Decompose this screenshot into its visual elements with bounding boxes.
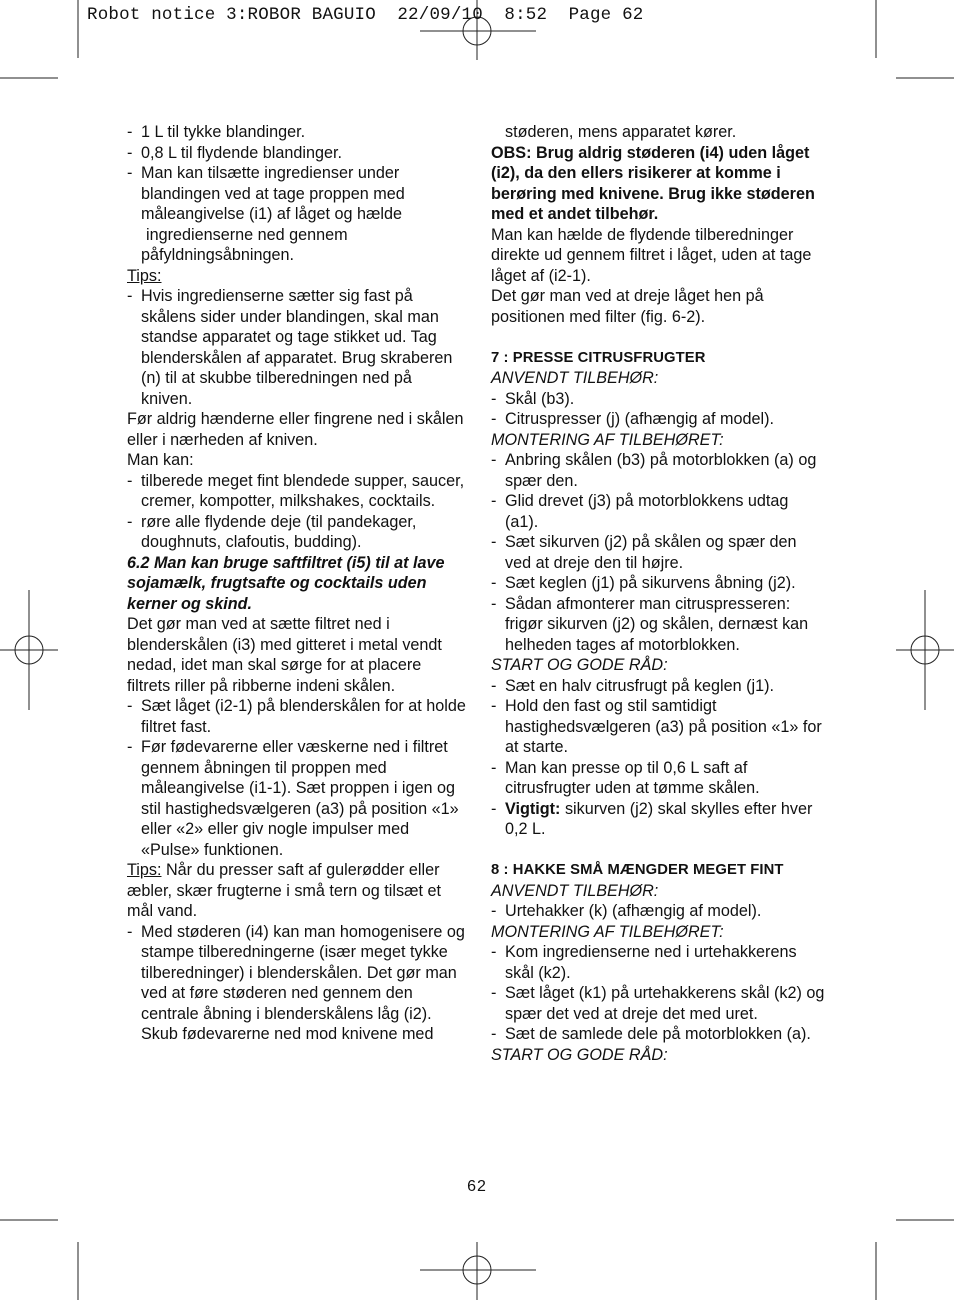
list-item: - tilberede meget fint blendede supper, saucer, cremer, kompotter, milkshakes, cocktails. bbox=[127, 471, 467, 512]
important-label: Vigtigt: bbox=[505, 799, 561, 818]
right-column bbox=[491, 122, 826, 1065]
list-item: - Anbring skålen (b3) på motorblokken (a) og spær den. bbox=[491, 450, 826, 491]
paragraph: Man kan: bbox=[127, 451, 194, 469]
tips-text: Når du presser saft af gulerødder eller æbler, skær frugterne i små tern og tilsæt et mål vand. bbox=[127, 861, 441, 920]
list-item bbox=[491, 799, 826, 840]
paragraph: Før aldrig hænderne eller fingrene ned i skålen eller i nærheden af kniven. bbox=[127, 410, 464, 449]
list-item-text: Man kan tilsætte ingredienser under blandingen ved at tage proppen med måleangivelse (i1) af låget og hælde bbox=[141, 164, 405, 223]
list-item: - Sæt keglen (j1) på sikurvens åbning (j2). bbox=[491, 573, 826, 594]
list-item: - 1 L til tykke blandinger. bbox=[127, 122, 467, 143]
tips-heading: Tips: bbox=[127, 266, 162, 285]
subheading: START OG GODE RÅD: bbox=[491, 656, 668, 674]
list-item: - Hvis ingredienserne sætter sig fast på skålens sider under blandingen, skal man standse apparatet og tage stikket ud. Tag blenderskålen af apparatet. Brug skraberen (n) til at skubbe tilberedningen ned på kniven. bbox=[127, 286, 467, 409]
list-item: - Glid drevet (j3) på motorblokkens udtag (a1). bbox=[491, 491, 826, 532]
list-item: - Skål (b3). bbox=[491, 389, 826, 410]
list-item-text: ingredienserne ned gennem påfyldningsåbningen. bbox=[141, 225, 348, 264]
list-item: - Sæt låget (i2-1) på blenderskålen for at holde filtret fast. bbox=[127, 696, 467, 737]
page-number: 62 bbox=[467, 1178, 487, 1195]
list-item-text: sikurven (j2) skal skylles efter hver 0,2 L. bbox=[505, 799, 813, 838]
list-item: - Med støderen (i4) kan man homogenisere og stampe tilberedningerne (især meget tykke tilberedninger) i blenderskålen. Det gør man ved at føre støderen ned gennem den centrale åbning i blenderskålens låg (i2). Skub fødevarerne ned mod knivene med bbox=[127, 922, 467, 1045]
paragraph: Man kan hælde de flydende tilberedninger direkte ud gennem filtret i låget, uden at tage låget af (i2-1). bbox=[491, 225, 812, 285]
subheading: START OG GODE RÅD: bbox=[491, 1045, 668, 1064]
paragraph: Det gør man ved at dreje låget hen på positionen med filter (fig. 6-2). bbox=[491, 287, 764, 326]
list-item: - Sæt sikurven (j2) på skålen og spær den ved at dreje den til højre. bbox=[491, 532, 826, 573]
tips-paragraph bbox=[127, 860, 467, 922]
section-heading-6-2: 6.2 Man kan bruge saftfiltret (i5) til at lave sojamælk, frugtsafte og cocktails uden kerner og skind. bbox=[127, 553, 445, 613]
subheading: ANVENDT TILBEHØR: bbox=[491, 369, 659, 387]
list-item: - Hold den fast og stil samtidigt hastighedsvælgeren (a3) på position «1» for at starte. bbox=[491, 696, 826, 758]
section-heading-8: 8 : HAKKE SMÅ MÆNGDER MEGET FINT bbox=[491, 862, 784, 878]
list-item: - 0,8 L til flydende blandinger. bbox=[127, 143, 467, 164]
paragraph: Det gør man ved at sætte filtret ned i blenderskålen (i3) med gitteret i metal vendt nedad, idet man skal sørge for at placere filtrets riller på ribberne indeni skålen. bbox=[127, 615, 442, 695]
left-column bbox=[127, 122, 467, 1045]
list-item: - Man kan presse op til 0,6 L saft af citrusfrugter uden at tømme skålen. bbox=[491, 758, 826, 799]
tips-label: Tips: bbox=[127, 861, 162, 879]
subheading: MONTERING AF TILBEHØRET: bbox=[491, 922, 724, 941]
list-item: - Før fødevarerne eller væskerne ned i filtret gennem åbningen til proppen med måleangivelse (i1-1). Sæt proppen i igen og stil hastighedsvælgeren (a3) på position «1» eller «2» eller giv nogle impulser med «Pulse» funktionen. bbox=[127, 737, 467, 860]
list-item: - Urtehakker (k) (afhængig af model). bbox=[491, 901, 826, 922]
list-item: - Citruspresser (j) (afhængig af model). bbox=[491, 409, 826, 430]
list-item bbox=[127, 163, 467, 266]
list-item: - røre alle flydende deje (til pandekager, doughnuts, clafoutis, budding). bbox=[127, 512, 467, 553]
paragraph: støderen, mens apparatet kører. bbox=[505, 123, 737, 141]
obs-warning: OBS: Brug aldrig støderen (i4) uden låget (i2), da den ellers risikerer at komme i berøring med knivene. Brug ikke støderen med et andet tilbehør. bbox=[491, 143, 815, 223]
list-item: - Sæt en halv citrusfrugt på keglen (j1). bbox=[491, 676, 826, 697]
subheading: ANVENDT TILBEHØR: bbox=[491, 881, 659, 900]
list-item: - Sæt de samlede dele på motorblokken (a). bbox=[491, 1024, 826, 1045]
list-item: - Sådan afmonterer man citruspresseren: frigør sikurven (j2) og skålen, dernæst kan helheden tages af motorblokken. bbox=[491, 594, 826, 656]
list-item: - Kom ingredienserne ned i urtehakkerens skål (k2). bbox=[491, 942, 826, 983]
print-slug: Robot notice 3:ROBOR BAGUIO 22/09/10 8:52 Page 62 bbox=[87, 5, 644, 25]
list-item: - Sæt låget (k1) på urtehakkerens skål (k2) og spær det ved at dreje det med uret. bbox=[491, 983, 826, 1024]
section-heading-7: 7 : PRESSE CITRUSFRUGTER bbox=[491, 349, 706, 366]
subheading: MONTERING AF TILBEHØRET: bbox=[491, 430, 724, 449]
